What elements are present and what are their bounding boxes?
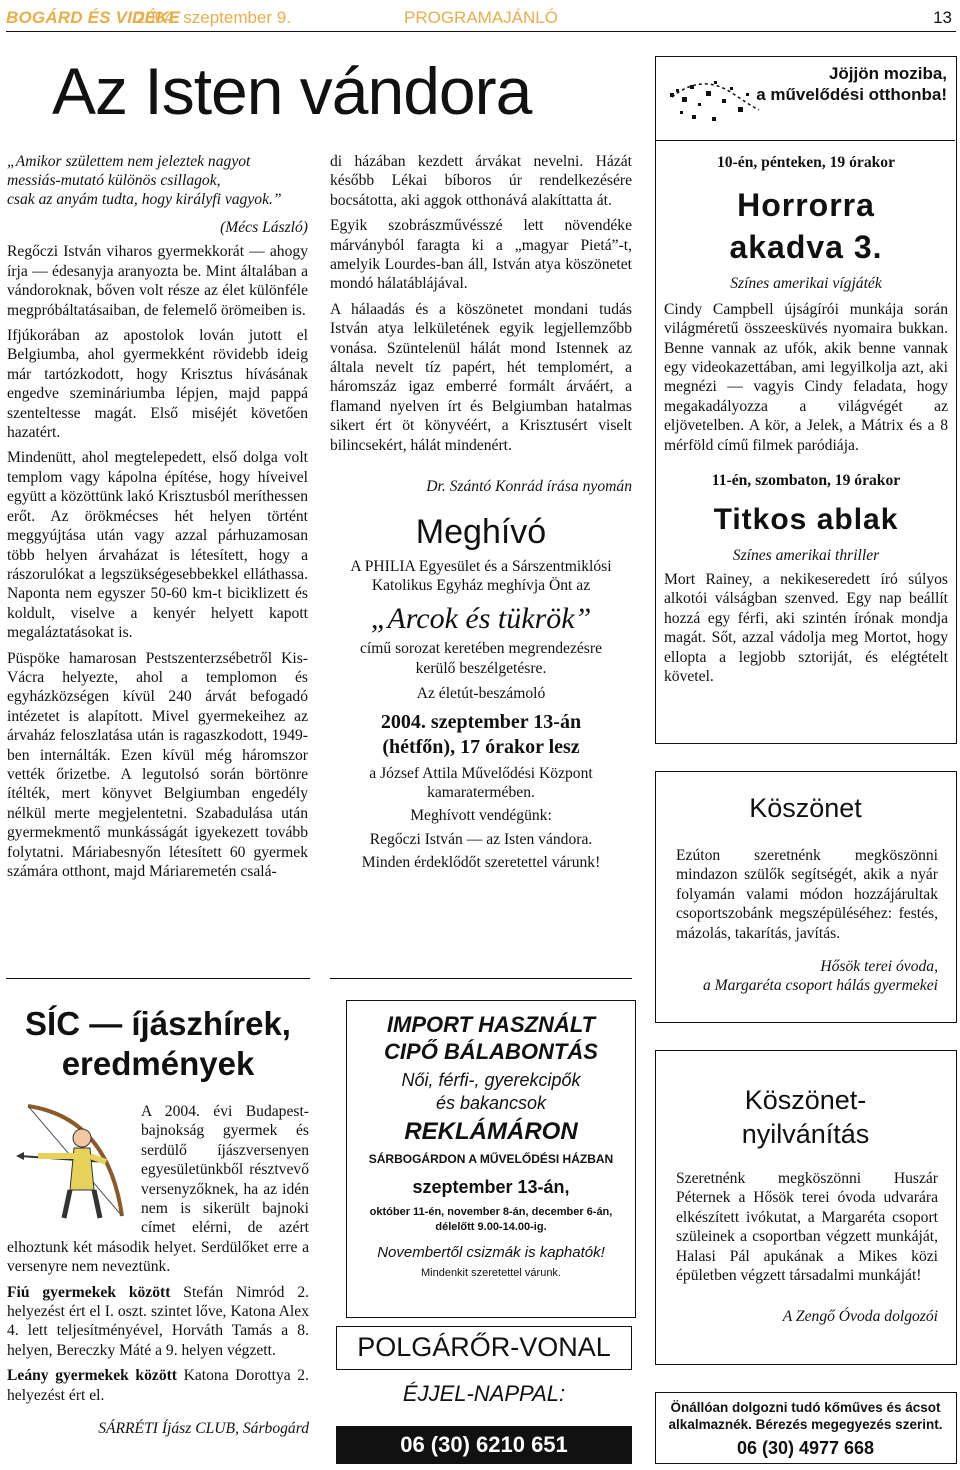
invitation-guest-label: Meghívott vendégünk: bbox=[410, 807, 552, 825]
ad-line: REKLÁMÁRON bbox=[404, 1118, 578, 1145]
article-left-column bbox=[7, 152, 308, 887]
film-description: Cindy Campbell újságírói munkája során világméretű összeesküvés nyomaira bukkan. Benne vannak az ufók, akik benne vannak egy videokazettában, ami legyilkolja azt, aki megnézi — vagyis Cindy feladata, hogy megakadályozza a világvégét az eljövetelben. A kör, a Jelek, a Mátrix és a 8 mérföld című filmek paródiája. bbox=[664, 300, 948, 454]
ad-line: SÁRBOGÁRDON A MŰVELŐDÉSI HÁZBAN bbox=[368, 1152, 614, 1166]
mason-ad bbox=[655, 1392, 957, 1464]
article-paragraph: Regőczi István viharos gyermekkorát — ahogy írja — édesanyja aranyozta be. Mint általában a vándoroknak, bőven volt része az élet különféle megpróbáltatásaiban, de felemelő örömeiben is. bbox=[7, 243, 308, 319]
article-paragraph: Ifjúkorában az apostolok lován jutott el Belgiumba, ahol gyermekként rövidebb ideig már tartózkodott, hogy Krisztus hívásának engedve szemináriumba lépjen, majd pappá szenteltesse magát. Első miséjét követően hazatért. bbox=[7, 327, 308, 442]
sport-girls-text: Katona Dorottya 2. helyezést ért el. bbox=[7, 1367, 310, 1404]
thanks-title: Köszönet bbox=[749, 793, 862, 823]
mason-ad-line: alkalmaznék. Bérezés megegyezés szerint. bbox=[668, 1417, 943, 1432]
invitation-subtitle: Az életút-beszámoló bbox=[416, 685, 546, 703]
invitation-intro: A PHILIA Egyesület és a Sárszentmiklósi Katolikus Egyház meghívja Önt az bbox=[350, 557, 612, 594]
mason-ad-phone[interactable]: 06 (30) 4977 668 bbox=[736, 1438, 875, 1458]
newspaper-name: BOGÁRD ÉS VIDÉKE bbox=[6, 8, 181, 27]
ad-line: CIPŐ BÁLABONTÁS bbox=[384, 1039, 598, 1064]
article-paragraph: Egyik szobrászművésszé lett növendéke márványból faragta ki a „magyar Pietá”-t, amelyik Lourdes-ban áll, István atya köszönetet mondó hálatáblájával. bbox=[330, 217, 632, 293]
acknowledgement-title-line: nyilvánítás bbox=[741, 1119, 870, 1149]
acknowledgement-text: Szeretnénk megköszönni Huszár Péternek a Hősök terei óvoda udvarára elkészített ivókutat, a Margaréta csoport szüleinek a csoportban végzett munkáját, Halasi Pál apukának a Mikes közi épületben végzett társadalmi munkáját! bbox=[676, 1170, 938, 1285]
film-time: 10-én, pénteken, 19 órakor bbox=[716, 154, 896, 171]
article-paragraph: A hálaadás és a köszönetet mondani tudás István atya lelkületének egyik legjellemzőbb vonása. Szüntelenül hálát mond Istennek az általa nevelt tíz papért, hét templomért, a háromszáz igaz emberré formált árváért, a flamand nyelven írt és Belgiumban hatalmas sikert ért öt könyvéért, a Krisztusért viselt bilincsekért, hálát mindenért. bbox=[330, 300, 632, 454]
ad-line: október 11-én, november 8-án, december 6-án, bbox=[369, 1206, 613, 1218]
ad-content bbox=[353, 1011, 629, 1281]
cinema-film-1 bbox=[664, 153, 948, 686]
invitation-date: 2004. szeptember 13-án bbox=[380, 710, 582, 733]
quote-line: „Amikor születtem nem jeleztek nagyot bbox=[7, 153, 251, 170]
shoe-sale-ad bbox=[346, 1000, 636, 1318]
sport-boys-text: Stefán Nimród 2. helyezést ért el I. oszt. szintet lőve, Katona Alex 4. lett teljesítményével, Horváth Tamás a 8. helyen, Bereczky Máté a 9. helyen végzett. bbox=[7, 1283, 310, 1359]
ad-line: Női, férfi-, gyerekcipők bbox=[401, 1070, 581, 1090]
mason-ad-text bbox=[656, 1399, 955, 1433]
invitation-venue: a József Attila Művelődési Központ kamaratermében. bbox=[369, 764, 593, 801]
quote-line: messiás-mutató különös csillagok, bbox=[7, 172, 221, 189]
acknowledgement-title bbox=[656, 1083, 955, 1151]
ad-line: Mindenkit szeretettel várunk. bbox=[420, 1267, 561, 1279]
hotline-title: POLGÁRŐR-VONAL bbox=[336, 1326, 632, 1370]
thanks-box bbox=[655, 771, 957, 1023]
sport-body bbox=[7, 1102, 309, 1439]
invitation-guest: Regőczi István — az Isten vándora. bbox=[369, 830, 593, 848]
article-paragraph: di házában kezdett árvákat nevelni. Házát később Lékai bíboros úr rendelkezésére bocsátotta, aki aggok otthonává alakíttatta át. bbox=[330, 153, 632, 209]
acknowledgement-title-line: Köszönet- bbox=[744, 1085, 867, 1115]
section-name: PROGRAMAJÁNLÓ bbox=[404, 8, 558, 27]
invitation-series-title: „Arcok és tükrök” bbox=[370, 602, 592, 636]
article-source: Dr. Szántó Konrád írása nyomán bbox=[426, 478, 632, 496]
film-title bbox=[664, 184, 948, 268]
cinema-banner bbox=[656, 57, 955, 141]
acknowledgement-content bbox=[676, 1169, 938, 1327]
divider bbox=[6, 978, 310, 979]
sport-boys-label: Fiú gyermekek között bbox=[7, 1283, 171, 1301]
cinema-box bbox=[655, 56, 957, 744]
article-middle-column bbox=[330, 152, 632, 873]
sport-boys bbox=[7, 1283, 309, 1361]
article-paragraph: Mindenütt, ahol megtelepedett, első dolga volt templom vagy kápolna építése, hogy híveivel együtt a közöttünk lakó Krisztusból meríthessen erőt. Az örökmécses hét helyen történt meggyújtása után vagy azzal párhuzamosan több helyen árvaházat is létesített, hogy a rászorulókat a legszükségesebbekkel elláthassa. Naponta nem egyszer 50-60 km-t biciklizett és koldult, viselve a kenyér helyett kapott megaláztatásokat is. bbox=[7, 449, 308, 642]
sport-girls-label: Leány gyermekek között bbox=[7, 1367, 177, 1385]
ad-line: szeptember 13-án, bbox=[412, 1177, 570, 1197]
thanks-signature: a Margaréta csoport hálás gyermekei bbox=[702, 977, 938, 995]
invitation-title: Meghívó bbox=[415, 512, 547, 551]
film-title-line: akadva 3. bbox=[729, 229, 883, 266]
ad-line: és bakancsok bbox=[435, 1093, 547, 1113]
article-title: Az Isten vándora bbox=[52, 54, 532, 128]
invitation-time: (hétfőn), 17 órakor lesz bbox=[382, 735, 580, 758]
article-quote bbox=[7, 152, 308, 209]
invitation-welcome: Minden érdeklődőt szeretettel várunk! bbox=[361, 854, 601, 872]
thanks-content bbox=[676, 846, 938, 996]
cinema-banner-line: Jöjjön moziba, bbox=[828, 64, 947, 83]
film-genre: Színes amerikai thriller bbox=[732, 547, 880, 565]
film-genre: Színes amerikai vígjáték bbox=[730, 275, 882, 293]
cinema-banner-text bbox=[756, 63, 947, 105]
hotline-subtitle: ÉJJEL-NAPPAL: bbox=[402, 1381, 566, 1406]
film-strip-icon bbox=[662, 63, 762, 133]
invitation bbox=[330, 511, 632, 873]
acknowledgement-box bbox=[655, 1050, 957, 1365]
ad-line: Novembertől csizmák is kaphatók! bbox=[377, 1244, 605, 1261]
cinema-banner-line: a művelődési otthonba! bbox=[756, 85, 947, 104]
page-number: 13 bbox=[933, 8, 952, 27]
film-title: Titkos ablak bbox=[713, 503, 899, 537]
page-header bbox=[6, 2, 956, 32]
film-time: 11-én, szombaton, 19 órakor bbox=[711, 472, 901, 490]
ad-line: IMPORT HASZNÁLT bbox=[386, 1012, 596, 1037]
article-paragraph: Püspöke hamarosan Pestszenterzsébetről Kis-Vácra helyezte, ahol a templomon és egyházközségen kívül 240 árvát befogadó intézetet is alapított. Mivel gyermekeihez az árvaház feloszlatása után is ragaszkodott, 1949-ben internálták. Ezen kívül még háromszor vették őrizetbe. A legutolsó során börtönre ítélték, mert könyvet Belgiumban engedély nélkül merte megjelentetni. Szabadulása után gyermekmentő munkásságát igyekezett tovább folytatni. Máriabesnyőn létesített 60 gyermek számára otthont, majd Máriaremetén csalá- bbox=[7, 649, 308, 880]
sport-signature: SÁRRÉTI Íjász CLUB, Sárbogárd bbox=[98, 1420, 309, 1438]
thanks-text: Ezúton szeretnénk megköszönni mindazon szülők segítségét, akik a nyár folyamán valami módon hozzájárultak csoportszobánk megszépüléséhez: festés, mázolás, takarítás, javítás. bbox=[676, 847, 938, 942]
film-title-line: Horrorra bbox=[737, 187, 875, 224]
ad-line: délelőtt 9.00-14.00-ig. bbox=[435, 1221, 547, 1233]
issue-date: 2004. szeptember 9. bbox=[136, 8, 291, 27]
invitation-series-desc: című sorozat keretében megrendezésre kerülő beszélgetésre. bbox=[359, 640, 602, 677]
sport-girls bbox=[7, 1366, 309, 1405]
quote-line: csak az anyám tudta, hogy királyfi vagyok.” bbox=[7, 191, 282, 208]
sport-intro: A 2004. évi Budapest-bajnokság gyermek és serdülő íjászversenyen egyesületünkből résztvevő versenyzőknek, ha az idén nem is sikerült bajnoki címet elérni, de azért elhoztunk két második helyet. Serdülőket erre a versenyre nem neveztünk. bbox=[7, 1103, 309, 1276]
divider bbox=[330, 978, 632, 979]
sport-title: SÍC — íjászhírek, eredmények bbox=[25, 1005, 291, 1082]
quote-author: (Mécs László) bbox=[220, 219, 308, 236]
thanks-signature: Hősök terei óvoda, bbox=[820, 958, 938, 976]
hotline-phone[interactable]: 06 (30) 6210 651 bbox=[336, 1426, 632, 1464]
acknowledgement-signature: A Zengő Óvoda dolgozói bbox=[782, 1308, 938, 1326]
film-description: Mort Rainey, a nekikeseredett író súlyos alkotói válságban szenved. Egy nap beállít hozzá egy férfi, aki szintén írónak mondja magát. Sőt, azzal vádolja meg Mortot, hogy ellopta a legjobb sztoriját, és elégtételt követel. bbox=[664, 570, 948, 685]
mason-ad-line: Önállóan dolgozni tudó kőműves és ácsot bbox=[670, 1400, 941, 1415]
archer-float bbox=[7, 1102, 141, 1220]
